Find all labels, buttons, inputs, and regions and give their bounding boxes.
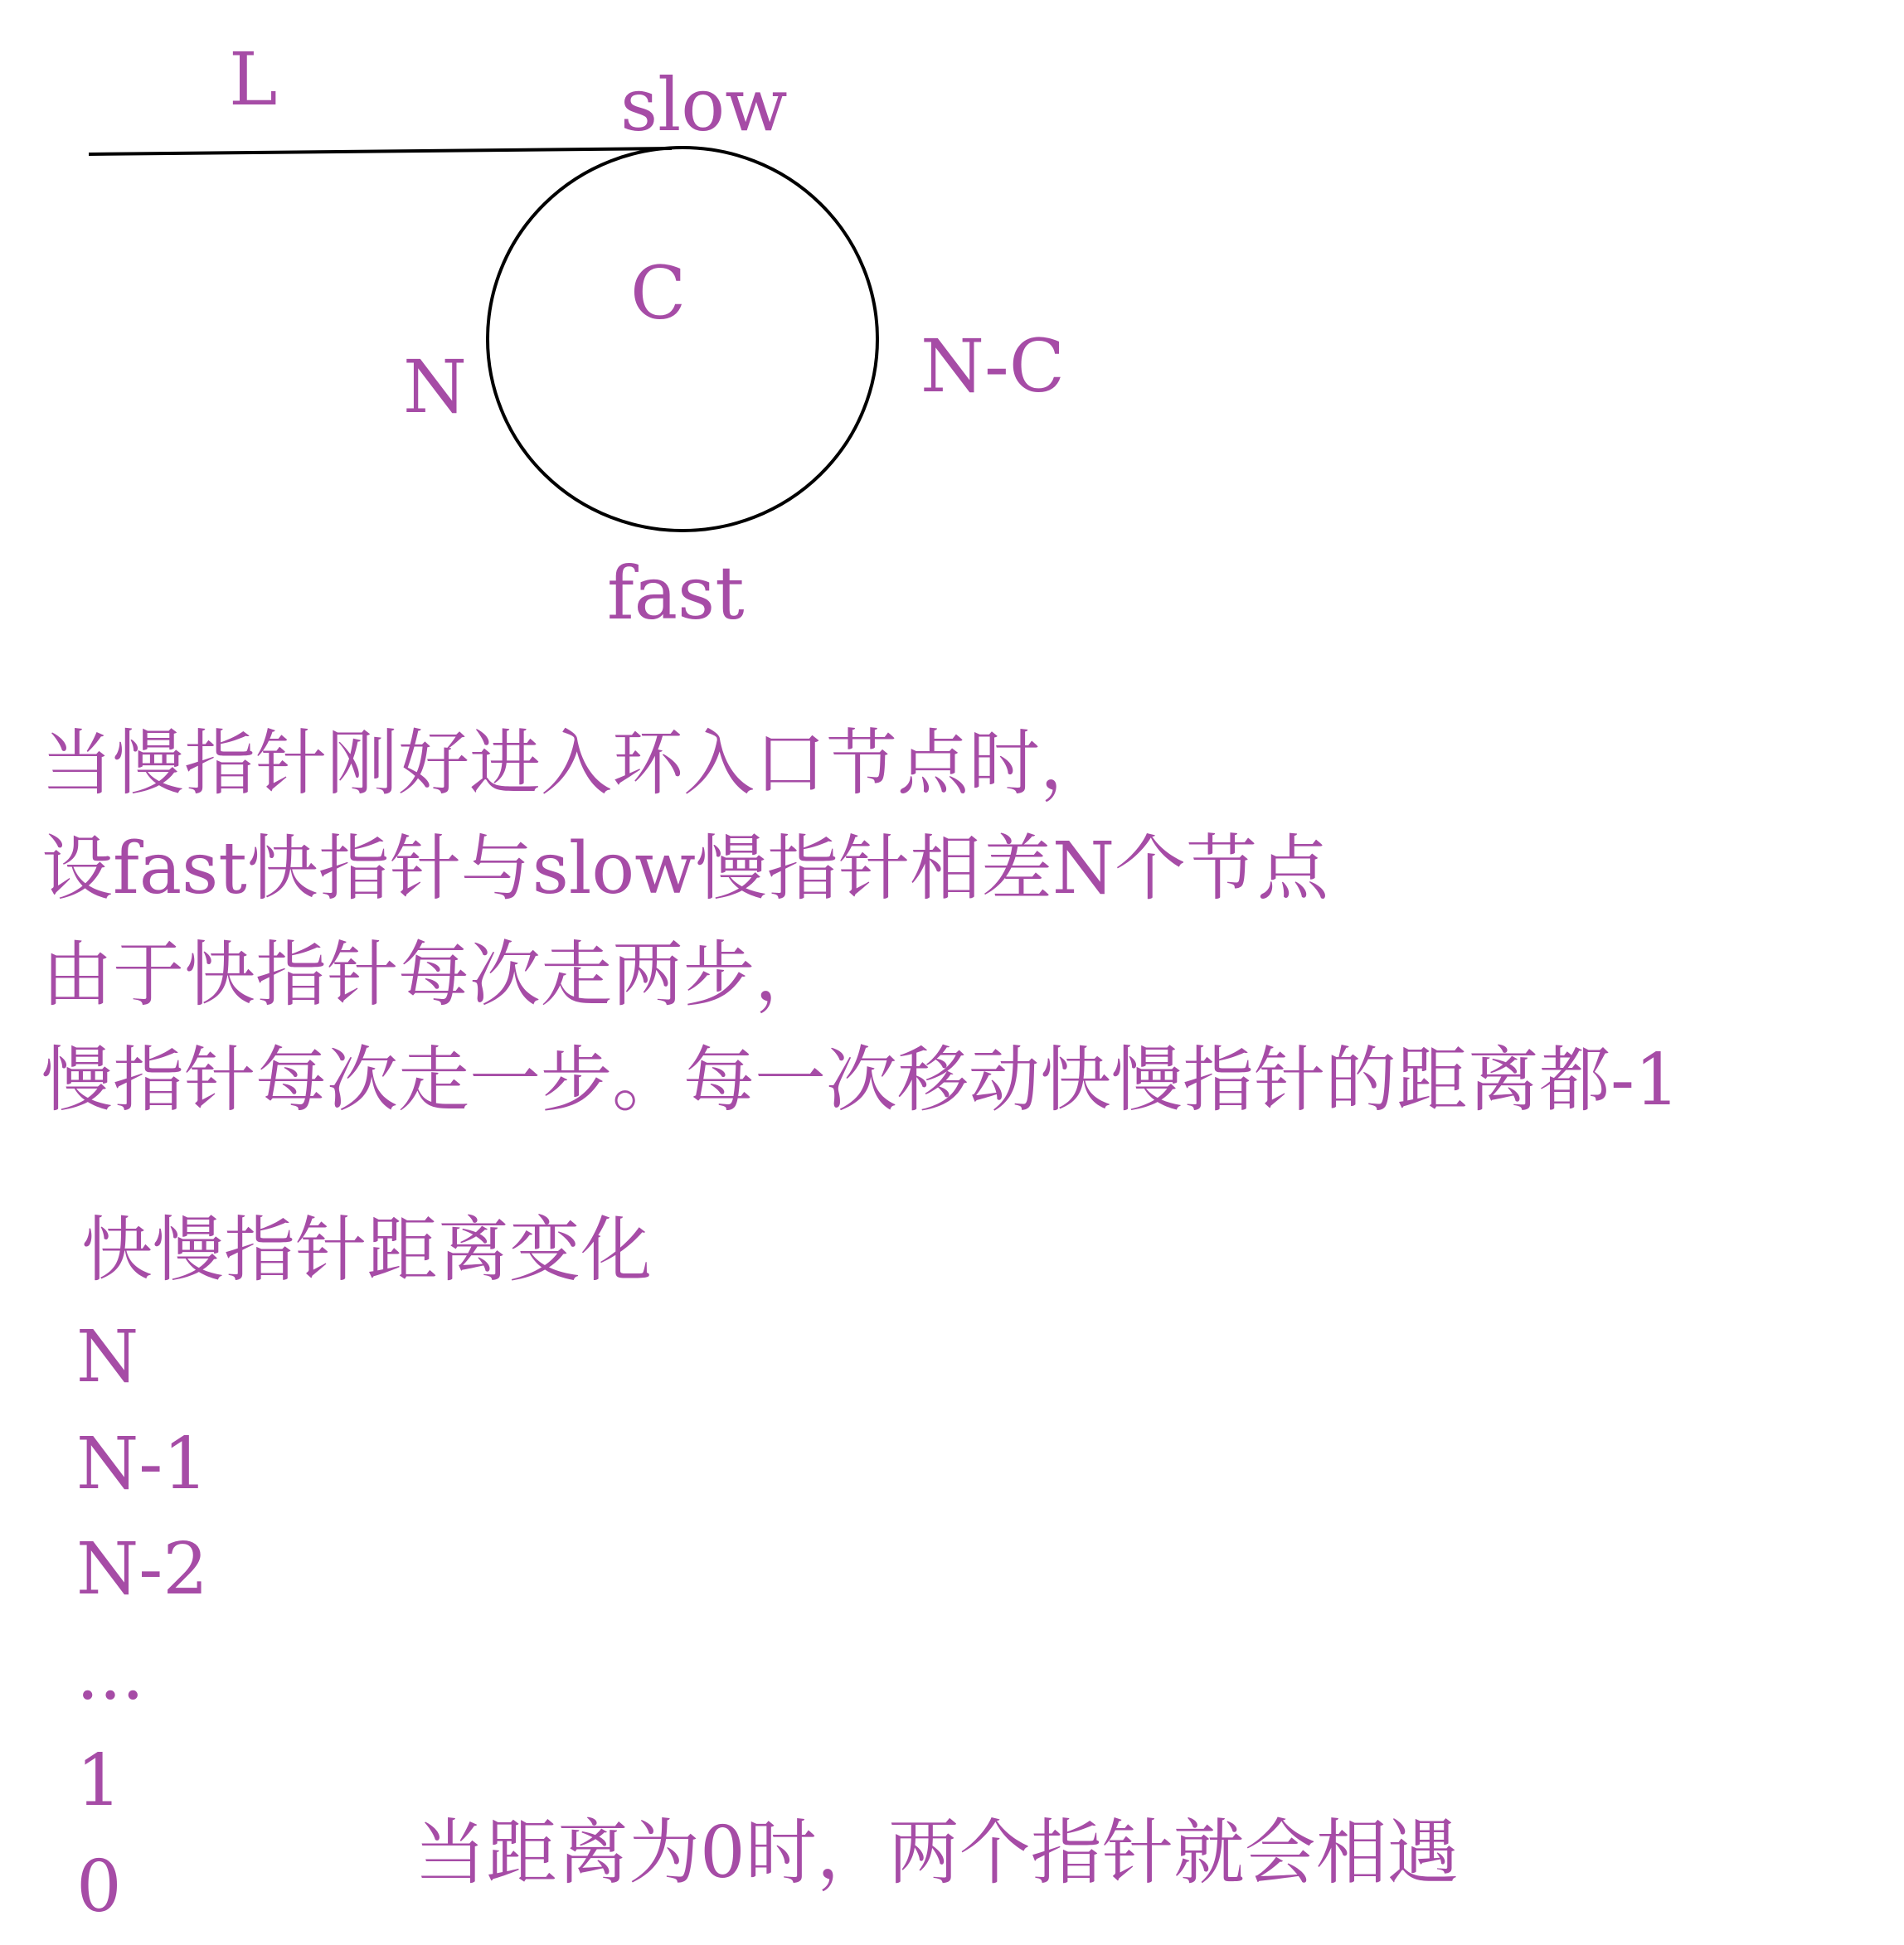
label-N: N	[403, 344, 467, 429]
distance-item: 1	[76, 1739, 122, 1822]
explanation-line-3: 由于快指针每次走两步，	[41, 934, 826, 1016]
entry-path-line	[89, 148, 672, 154]
distance-item: ...	[76, 1633, 145, 1716]
explanation-line-2: 设fast快指针与slow慢指针相差N个节点	[41, 827, 1329, 910]
distance-item: N	[76, 1316, 139, 1399]
distance-item: N-2	[76, 1528, 209, 1611]
conclusion-text: 当距离为0时，两个指针就会相遇	[415, 1812, 1459, 1894]
cycle-circle	[488, 148, 877, 531]
explanation-line-1: 当慢指针刚好进入环入口节点时，	[41, 722, 1111, 805]
distance-item: 0	[76, 1846, 122, 1928]
explanation-line-4: 慢指针每次走一步。每一次移动快慢指针的距离都-1	[41, 1039, 1680, 1122]
label-N-minus-C: N-C	[920, 323, 1066, 409]
linked-list-cycle-diagram	[0, 0, 1904, 597]
label-L: L	[229, 36, 278, 122]
distance-sequence-title: 快慢指针距离变化	[81, 1209, 652, 1292]
label-slow: slow	[620, 62, 788, 148]
distance-item: N-1	[76, 1423, 209, 1506]
label-C: C	[630, 250, 687, 336]
label-fast: fast	[607, 551, 745, 636]
